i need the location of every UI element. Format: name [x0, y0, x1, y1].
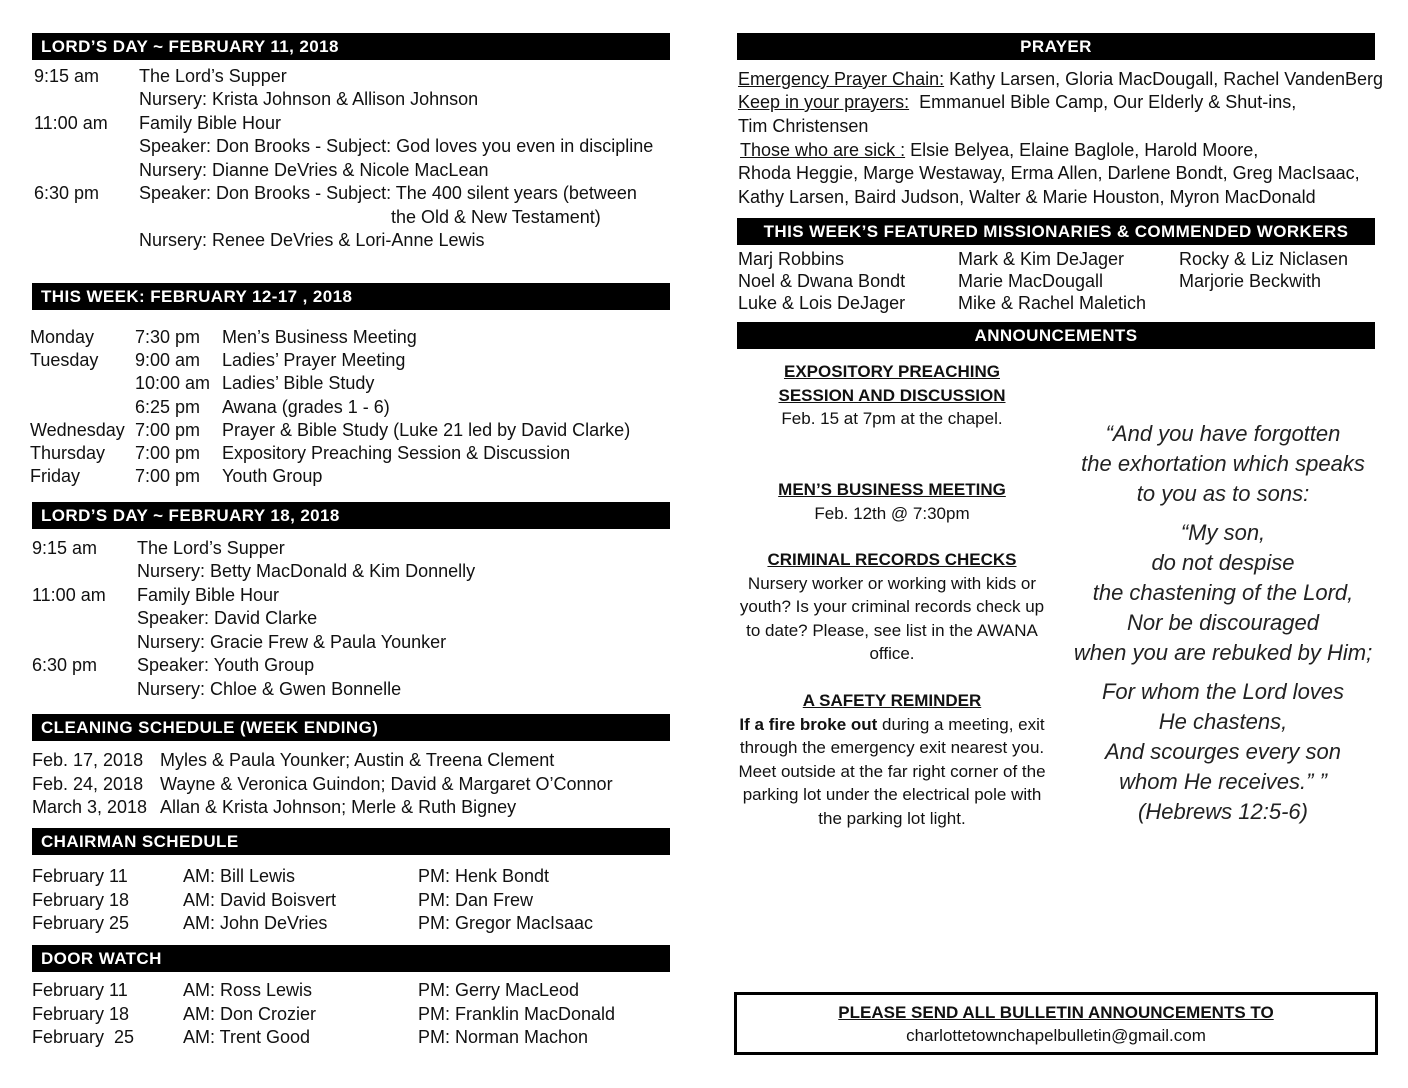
keep-in-prayers-line	[738, 91, 1296, 114]
announcement-criminal-records	[738, 548, 1046, 666]
sick-names: Elsie Belyea, Elaine Baglole, Harold Moore,	[905, 140, 1259, 160]
door-watch-header: DOOR WATCH	[32, 945, 670, 972]
announcement-title: EXPOSITORY PREACHING	[783, 362, 1000, 381]
lords-day-feb18-header: LORD’S DAY ~ FEBRUARY 18, 2018	[32, 502, 670, 529]
lords-day-feb11-header: LORD’S DAY ~ FEBRUARY 11, 2018	[32, 33, 670, 60]
week-event: Awana (grades 1 - 6)	[222, 397, 390, 417]
schedule-item: Speaker: David Clarke	[137, 608, 318, 628]
announcements-header: ANNOUNCEMENTS	[737, 322, 1375, 349]
week-time: 9:00 am	[135, 350, 201, 370]
chairman-pm: PM: Dan Frew	[418, 890, 534, 910]
schedule-item: Nursery: Dianne DeVries & Nicole MacLean	[139, 160, 489, 180]
chairman-date: February 11	[32, 866, 128, 886]
chairman-pm: PM: Gregor MacIsaac	[418, 913, 594, 933]
cleaning-names: Wayne & Veronica Guindon; David & Margaret O’Connor	[160, 774, 613, 794]
announcement-safety	[738, 689, 1046, 830]
missionary-name: Marjorie Beckwith	[1179, 271, 1322, 291]
schedule-time: 11:00 am	[34, 113, 108, 133]
week-event: Men’s Business Meeting	[222, 327, 417, 347]
cleaning-date: Feb. 17, 2018	[32, 750, 144, 770]
safety-emphasis: If a fire broke out	[739, 714, 878, 734]
footer-title: PLEASE SEND ALL BULLETIN ANNOUNCEMENTS TO	[838, 1003, 1274, 1022]
announcement-title: MEN’S BUSINESS MEETING	[778, 480, 1006, 499]
schedule-item: Nursery: Renee DeVries & Lori-Anne Lewis	[139, 230, 485, 250]
door-date: February 11	[32, 980, 128, 1000]
door-pm: PM: Franklin MacDonald	[418, 1004, 616, 1024]
cleaning-date: Feb. 24, 2018	[32, 774, 144, 794]
missionaries-header: THIS WEEK’S FEATURED MISSIONARIES & COMMENDED WORKERS	[737, 218, 1375, 245]
door-am: AM: Don Crozier	[183, 1004, 317, 1024]
prayer-chain-names: Kathy Larsen, Gloria MacDougall, Rachel VandenBerg	[944, 69, 1384, 89]
chairman-pm: PM: Henk Bondt	[418, 866, 550, 886]
missionary-name: Marie MacDougall	[958, 271, 1104, 291]
quote-line: Nor be discouraged	[1126, 610, 1319, 635]
week-day: Monday	[30, 327, 95, 347]
missionary-name: Luke & Lois DeJager	[738, 293, 906, 313]
door-pm: PM: Norman Machon	[418, 1027, 589, 1047]
quote-line: when you are rebuked by Him;	[1073, 640, 1373, 665]
week-event: Ladies’ Prayer Meeting	[222, 350, 406, 370]
this-week-header: THIS WEEK: FEBRUARY 12-17 , 2018	[32, 283, 670, 310]
missionary-name: Mark & Kim DeJager	[958, 249, 1125, 269]
week-time: 7:00 pm	[135, 466, 201, 486]
schedule-item: Speaker: Youth Group	[137, 655, 315, 675]
announcement-title: CRIMINAL RECORDS CHECKS	[767, 550, 1017, 569]
announcement-body: Nursery worker or working with kids or youth? Is your criminal records check up to date? Please, see list in the AWANA office.	[739, 573, 1045, 663]
prayer-chain-line	[738, 68, 1383, 91]
missionary-name: Rocky & Liz Niclasen	[1179, 249, 1349, 269]
schedule-time: 9:15 am	[34, 66, 100, 86]
announcement-mens-meeting	[738, 478, 1046, 525]
door-am: AM: Trent Good	[183, 1027, 311, 1047]
week-time: 7:00 pm	[135, 443, 201, 463]
keep-in-prayers-label: Keep in your prayers:	[738, 92, 910, 112]
cleaning-names: Myles & Paula Younker; Austin & Treena Clement	[160, 750, 555, 770]
schedule-item: The Lord’s Supper	[139, 66, 287, 86]
bulletin-submission-box	[734, 992, 1378, 1055]
schedule-item: Family Bible Hour	[137, 585, 280, 605]
missionary-name: Mike & Rachel Maletich	[958, 293, 1147, 313]
week-event: Prayer & Bible Study (Luke 21 led by David Clarke)	[222, 420, 631, 440]
week-time: 7:00 pm	[135, 420, 201, 440]
quote-line: And scourges every son	[1104, 739, 1342, 764]
week-day: Tuesday	[30, 350, 99, 370]
chairman-date: February 25	[32, 913, 130, 933]
door-date: February 25	[32, 1027, 135, 1047]
scripture-quote	[1064, 419, 1382, 827]
bulletin-email-link[interactable]: charlottetownchapelbulletin@gmail.com	[906, 1026, 1206, 1045]
quote-line: whom He receives.” ”	[1119, 769, 1327, 794]
schedule-item: the Old & New Testament)	[391, 207, 601, 227]
schedule-time: 11:00 am	[32, 585, 106, 605]
quote-line: For whom the Lord loves	[1101, 679, 1345, 704]
announcement-title: SESSION AND DISCUSSION	[778, 385, 1006, 405]
announcement-body: Feb. 15 at 7pm at the chapel.	[781, 409, 1003, 428]
week-time: 7:30 pm	[135, 327, 201, 347]
quote-line: “My son,	[1180, 520, 1266, 545]
missionary-name: Marj Robbins	[738, 249, 845, 269]
chairman-am: AM: Bill Lewis	[183, 866, 296, 886]
week-day: Friday	[30, 466, 81, 486]
quote-reference: (Hebrews 12:5-6)	[1138, 799, 1308, 824]
cleaning-date: March 3, 2018	[32, 797, 148, 817]
schedule-time: 6:30 pm	[32, 655, 98, 675]
week-event: Youth Group	[222, 466, 323, 486]
quote-line: the exhortation which speaks	[1081, 451, 1365, 476]
schedule-item: Nursery: Gracie Frew & Paula Younker	[137, 632, 447, 652]
schedule-item: Speaker: Don Brooks - Subject: The 400 silent years (between	[139, 183, 637, 203]
week-event: Ladies’ Bible Study	[222, 373, 375, 393]
schedule-time: 6:30 pm	[34, 183, 100, 203]
chairman-am: AM: David Boisvert	[183, 890, 337, 910]
keep-in-prayers-cont: Tim Christensen	[738, 116, 869, 136]
schedule-item: The Lord’s Supper	[137, 538, 285, 558]
schedule-item: Nursery: Betty MacDonald & Kim Donnelly	[137, 561, 476, 581]
missionary-name: Noel & Dwana Bondt	[738, 271, 906, 291]
sick-names-cont: Kathy Larsen, Baird Judson, Walter & Marie Houston, Myron MacDonald	[738, 187, 1316, 207]
door-am: AM: Ross Lewis	[183, 980, 313, 1000]
prayer-header: PRAYER	[737, 33, 1375, 60]
quote-line: the chastening of the Lord,	[1092, 580, 1354, 605]
week-time: 10:00 am	[135, 373, 211, 393]
quote-line: do not despise	[1151, 550, 1295, 575]
quote-line: to you as to sons:	[1136, 481, 1310, 506]
schedule-item: Family Bible Hour	[139, 113, 282, 133]
quote-line: He chastens,	[1158, 709, 1288, 734]
week-day: Wednesday	[30, 420, 125, 440]
cleaning-names: Allan & Krista Johnson; Merle & Ruth Bigney	[160, 797, 517, 817]
chairman-date: February 18	[32, 890, 130, 910]
week-day: Thursday	[30, 443, 106, 463]
prayer-chain-label: Emergency Prayer Chain:	[738, 69, 945, 89]
chairman-schedule-header: CHAIRMAN SCHEDULE	[32, 828, 670, 855]
schedule-time: 9:15 am	[32, 538, 98, 558]
announcement-expository	[738, 360, 1046, 431]
sick-label: Those who are sick :	[740, 140, 906, 160]
announcement-body: Feb. 12th @ 7:30pm	[814, 503, 970, 523]
sick-line	[740, 139, 1258, 162]
week-event: Expository Preaching Session & Discussion	[222, 443, 571, 463]
door-pm: PM: Gerry MacLeod	[418, 980, 580, 1000]
schedule-item: Speaker: Don Brooks - Subject: God loves you even in discipline	[139, 136, 654, 156]
chairman-am: AM: John DeVries	[183, 913, 328, 933]
announcement-body	[738, 713, 1046, 831]
door-date: February 18	[32, 1004, 130, 1024]
quote-line: “And you have forgotten	[1105, 421, 1341, 446]
cleaning-schedule-header: CLEANING SCHEDULE (WEEK ENDING)	[32, 714, 670, 741]
sick-names-cont: Rhoda Heggie, Marge Westaway, Erma Allen, Darlene Bondt, Greg MacIsaac,	[738, 163, 1360, 183]
schedule-item: Nursery: Krista Johnson & Allison Johnson	[139, 89, 479, 109]
week-time: 6:25 pm	[135, 397, 201, 417]
safety-text: during a meeting, exit through the emergency exit nearest you. Meet outside at the far right corner of the parking lot under the electrical pole with the parking lot light.	[738, 714, 1046, 828]
schedule-item: Nursery: Chloe & Gwen Bonnelle	[137, 679, 402, 699]
keep-in-prayers-names: Emmanuel Bible Camp, Our Elderly & Shut-ins,	[909, 92, 1297, 112]
announcement-title: A SAFETY REMINDER	[802, 691, 982, 710]
